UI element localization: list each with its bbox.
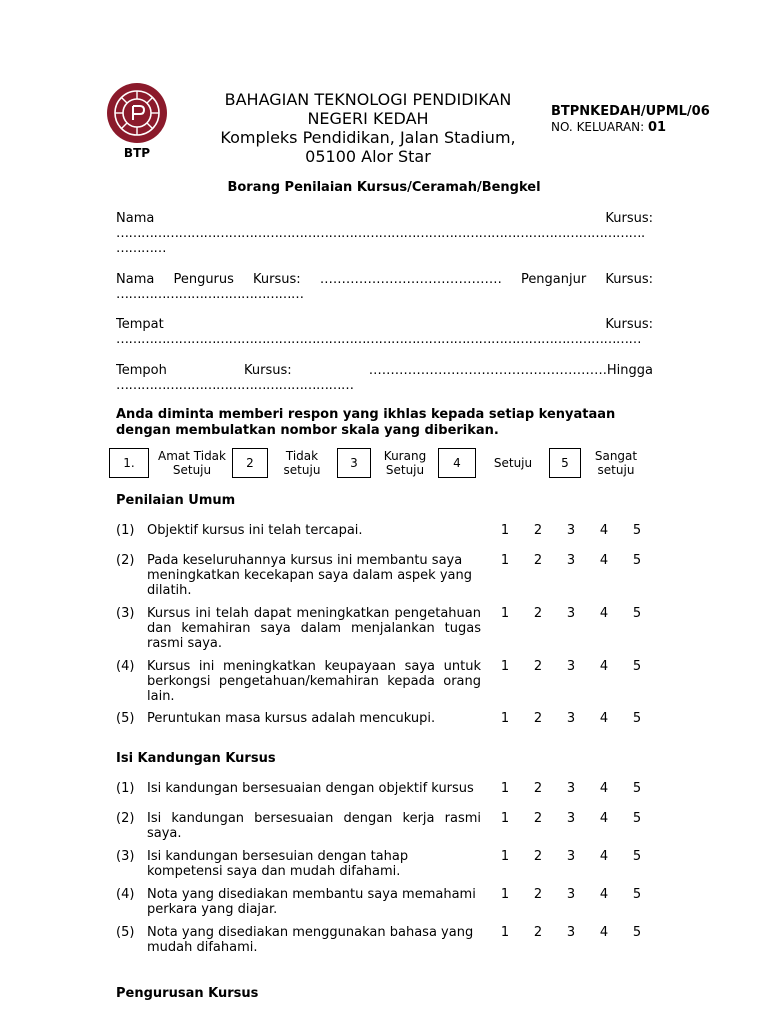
rating-option-1[interactable]: 1 xyxy=(500,781,510,796)
rating-option-5[interactable]: 5 xyxy=(632,711,642,726)
rating-option-4[interactable]: 4 xyxy=(599,849,609,864)
rating-option-3[interactable]: 3 xyxy=(566,553,576,568)
rating-option-2[interactable]: 2 xyxy=(533,849,543,864)
rating-option-3[interactable]: 3 xyxy=(566,711,576,726)
field-dotted-line: ……………………………………………………………………………………………………………… xyxy=(116,332,641,347)
section-title-content: Isi Kandungan Kursus xyxy=(116,751,276,766)
question-number: (1) xyxy=(116,781,135,796)
field-label: Nama xyxy=(116,272,155,287)
question-number: (5) xyxy=(116,925,135,940)
question-number: (4) xyxy=(116,659,135,674)
question-text: Pada keseluruhannya kursus ini membantu saya meningkatkan kecekapan saya dalam aspek yang dilatih. xyxy=(147,553,472,598)
rating-option-4[interactable]: 4 xyxy=(599,925,609,940)
rating-option-3[interactable]: 3 xyxy=(566,523,576,538)
field-label: Tempoh xyxy=(116,363,167,378)
rating-option-1[interactable]: 1 xyxy=(500,887,510,902)
rating-option-4[interactable]: 4 xyxy=(599,659,609,674)
rating-option-2[interactable]: 2 xyxy=(533,711,543,726)
field-label: Pengurus xyxy=(173,272,234,287)
address-line2: 05100 Alor Star xyxy=(305,147,431,166)
question-text: Kursus ini meningkatkan keupayaan saya untuk berkongsi pengetahuan/kemahiran kepada orang lain. xyxy=(147,659,481,704)
rating-option-1[interactable]: 1 xyxy=(500,925,510,940)
rating-option-4[interactable]: 4 xyxy=(599,711,609,726)
scale-label-2: Tidak setuju xyxy=(283,449,321,477)
field-label: Kursus: xyxy=(605,272,653,287)
question-text: Nota yang disediakan membantu saya memahami perkara yang diajar. xyxy=(147,887,476,917)
scale-box-1: 1. xyxy=(109,448,149,478)
rating-option-1[interactable]: 1 xyxy=(500,523,510,538)
field-dotted-line: ………… xyxy=(116,241,166,256)
rating-option-5[interactable]: 5 xyxy=(632,606,642,621)
question-number: (5) xyxy=(116,711,135,726)
instruction-line: dengan membulatkan nombor skala yang diberikan. xyxy=(116,423,499,438)
scale-label-1: Amat Tidak Setuju xyxy=(158,449,226,477)
rating-option-3[interactable]: 3 xyxy=(566,849,576,864)
question-number: (1) xyxy=(116,523,135,538)
question-text: Nota yang disediakan menggunakan bahasa yang mudah difahami. xyxy=(147,925,474,955)
field-dotted-line: ………………………………………………… xyxy=(116,378,354,393)
scale-box-3: 3 xyxy=(337,448,371,478)
scale-label-5: Sangat setuju xyxy=(594,449,638,477)
rating-option-3[interactable]: 3 xyxy=(566,925,576,940)
rating-option-4[interactable]: 4 xyxy=(599,887,609,902)
rating-option-5[interactable]: 5 xyxy=(632,925,642,940)
rating-option-5[interactable]: 5 xyxy=(632,553,642,568)
scale-label-3: Kurang Setuju xyxy=(383,449,427,477)
release-value: 01 xyxy=(648,120,667,135)
rating-option-5[interactable]: 5 xyxy=(632,811,642,826)
release-number xyxy=(551,120,710,135)
rating-option-3[interactable]: 3 xyxy=(566,606,576,621)
course-name-field[interactable] xyxy=(116,211,653,256)
rating-option-2[interactable]: 2 xyxy=(533,887,543,902)
address-line1: Kompleks Pendidikan, Jalan Stadium, xyxy=(220,128,516,147)
btp-logo-icon xyxy=(106,82,168,144)
rating-option-2[interactable]: 2 xyxy=(533,811,543,826)
question-text: Isi kandungan bersesuaian dengan objektif kursus xyxy=(147,781,474,796)
release-label: NO. KELUARAN: xyxy=(551,120,645,134)
rating-option-2[interactable]: 2 xyxy=(533,781,543,796)
rating-option-1[interactable]: 1 xyxy=(500,849,510,864)
org-name-line2: NEGERI KEDAH xyxy=(307,109,429,128)
rating-option-1[interactable]: 1 xyxy=(500,711,510,726)
rating-option-2[interactable]: 2 xyxy=(533,553,543,568)
scale-box-2: 2 xyxy=(232,448,268,478)
question-text: Objektif kursus ini telah tercapai. xyxy=(147,523,363,538)
rating-option-4[interactable]: 4 xyxy=(599,553,609,568)
rating-option-2[interactable]: 2 xyxy=(533,659,543,674)
question-number: (2) xyxy=(116,553,135,568)
course-duration-field[interactable] xyxy=(116,363,653,393)
rating-option-5[interactable]: 5 xyxy=(632,781,642,796)
field-label: Nama xyxy=(116,211,155,226)
field-dotted-line: ……………………………………………….Hingga xyxy=(368,363,653,378)
course-venue-field[interactable] xyxy=(116,317,653,347)
field-label: Penganjur xyxy=(520,272,587,287)
rating-option-4[interactable]: 4 xyxy=(599,781,609,796)
instruction-line: Anda diminta memberi respon yang ikhlas kepada setiap kenyataan xyxy=(116,407,616,422)
rating-option-5[interactable]: 5 xyxy=(632,887,642,902)
document-reference xyxy=(551,104,710,135)
rating-option-1[interactable]: 1 xyxy=(500,553,510,568)
scale-box-5: 5 xyxy=(549,448,581,478)
rating-option-1[interactable]: 1 xyxy=(500,811,510,826)
rating-option-2[interactable]: 2 xyxy=(533,606,543,621)
scale-label-4: Setuju xyxy=(493,456,533,470)
field-label: Kursus: xyxy=(243,363,292,378)
rating-option-5[interactable]: 5 xyxy=(632,523,642,538)
course-manager-field[interactable] xyxy=(116,272,653,302)
question-text: Isi kandungan bersesuaian dengan kerja rasmi saya. xyxy=(147,811,481,841)
rating-option-3[interactable]: 3 xyxy=(566,659,576,674)
question-number: (4) xyxy=(116,887,135,902)
rating-option-4[interactable]: 4 xyxy=(599,811,609,826)
rating-option-3[interactable]: 3 xyxy=(566,887,576,902)
organization-header xyxy=(198,90,538,166)
rating-option-3[interactable]: 3 xyxy=(566,811,576,826)
rating-scale-legend xyxy=(109,448,669,482)
rating-option-5[interactable]: 5 xyxy=(632,659,642,674)
field-dotted-line: ……………………………………… xyxy=(116,287,304,302)
section-title-management: Pengurusan Kursus xyxy=(116,986,259,1001)
form-title: Borang Penilaian Kursus/Ceramah/Bengkel xyxy=(227,180,541,195)
question-text: Kursus ini telah dapat meningkatkan pengetahuan dan kemahiran saya dalam menjalankan tugas rasmi saya. xyxy=(147,606,481,651)
rating-option-5[interactable]: 5 xyxy=(632,849,642,864)
rating-option-1[interactable]: 1 xyxy=(500,606,510,621)
field-dotted-line: ………………………………………………………………………………………………………………. xyxy=(116,226,645,241)
rating-option-3[interactable]: 3 xyxy=(566,781,576,796)
question-number: (2) xyxy=(116,811,135,826)
field-dotted-line: …………………………………… xyxy=(319,272,502,287)
question-number: (3) xyxy=(116,606,135,621)
field-label: Tempat xyxy=(116,317,164,332)
question-text: Peruntukan masa kursus adalah mencukupi. xyxy=(147,711,436,726)
question-number: (3) xyxy=(116,849,135,864)
section-title-general: Penilaian Umum xyxy=(116,493,236,508)
rating-option-4[interactable]: 4 xyxy=(599,606,609,621)
field-label: Kursus: xyxy=(605,211,653,226)
org-name-line1: BAHAGIAN TEKNOLOGI PENDIDIKAN xyxy=(224,90,512,109)
document-code: BTPNKEDAH/UPML/06 xyxy=(551,104,710,119)
rating-option-4[interactable]: 4 xyxy=(599,523,609,538)
field-label: Kursus: xyxy=(605,317,653,332)
instruction-text xyxy=(116,407,656,439)
rating-option-2[interactable]: 2 xyxy=(533,523,543,538)
logo-label: BTP xyxy=(123,146,151,160)
field-label: Kursus: xyxy=(253,272,301,287)
rating-option-2[interactable]: 2 xyxy=(533,925,543,940)
scale-box-4: 4 xyxy=(438,448,476,478)
rating-option-1[interactable]: 1 xyxy=(500,659,510,674)
question-text: Isi kandungan bersesuian dengan tahap kompetensi saya dan mudah difahami. xyxy=(147,849,409,879)
